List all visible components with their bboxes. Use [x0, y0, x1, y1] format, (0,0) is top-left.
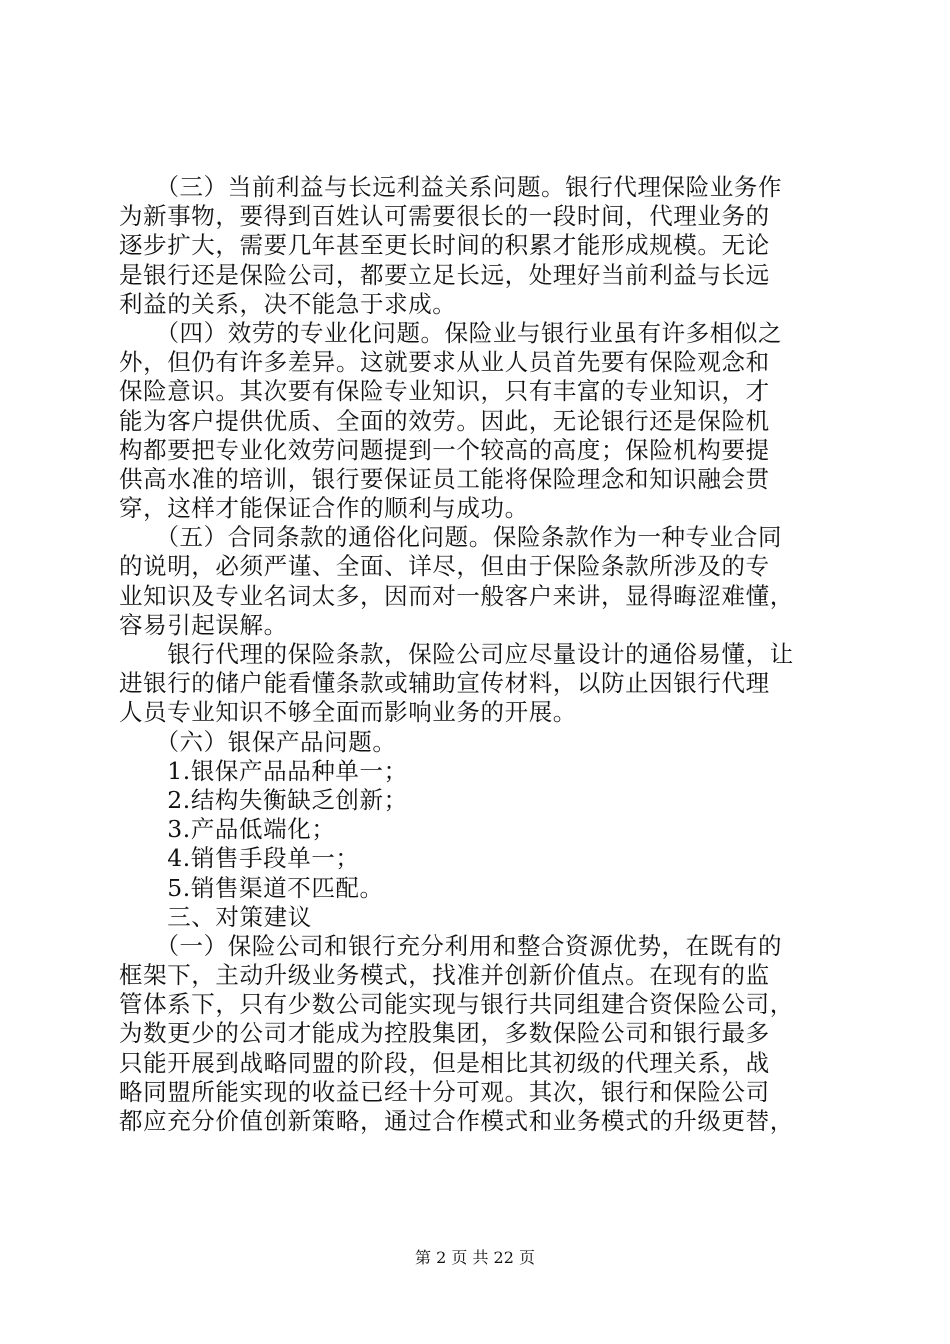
text-line: 业知识及专业名词太多，因而对一般客户来讲，显得晦涩难懂，	[119, 581, 794, 610]
text-line: 构都要把专业化效劳问题提到一个较高的高度；保险机构要提	[119, 435, 770, 464]
list-item: 1.银保产品品种单一；	[119, 756, 408, 785]
text-line: 穿，这样才能保证合作的顺利与成功。	[119, 494, 529, 523]
text-line: 是银行还是保险公司，都要立足长远，处理好当前利益与长远	[119, 260, 770, 289]
text-line: 为数更少的公司才能成为控股集团，多数保险公司和银行最多	[119, 1019, 770, 1048]
text-line: 供高水准的培训，银行要保证员工能将保险理念和知识融会贯	[119, 464, 770, 493]
text-line: 框架下，主动升级业务模式，找准并创新价值点。在现有的监	[119, 961, 770, 990]
text-line: 容易引起误解。	[119, 610, 288, 639]
text-line: （六）银保产品问题。	[119, 727, 397, 756]
text-line: 的说明，必须严谨、全面、详尽，但由于保险条款所涉及的专	[119, 552, 770, 581]
list-item: 4.销售手段单一；	[119, 844, 360, 873]
page-footer: 第 2 页 共 22 页	[415, 1248, 535, 1267]
text-line: 能为客户提供优质、全面的效劳。因此，无论银行还是保险机	[119, 406, 770, 435]
text-line: 保险意识。其次要有保险专业知识，只有丰富的专业知识，才	[119, 377, 770, 406]
text-line: （五）合同条款的通俗化问题。保险条款作为一种专业合同	[119, 523, 783, 552]
body-text	[119, 173, 834, 1136]
text-line: 外，但仍有许多差异。这就要求从业人员首先要有保险观念和	[119, 348, 770, 377]
text-line: 管体系下，只有少数公司能实现与银行共同组建合资保险公司，	[119, 990, 794, 1019]
text-line: （一）保险公司和银行充分利用和整合资源优势，在既有的	[119, 931, 783, 960]
section-heading: 三、对策建议	[119, 902, 312, 931]
text-line: 略同盟所能实现的收益已经十分可观。其次，银行和保险公司	[119, 1077, 770, 1106]
text-line: 为新事物，要得到百姓认可需要很长的一段时间，代理业务的	[119, 202, 770, 231]
text-line: 人员专业知识不够全面而影响业务的开展。	[119, 698, 577, 727]
text-line: 逐步扩大，需要几年甚至更长时间的积累才能形成规模。无论	[119, 231, 770, 260]
text-line: （四）效劳的专业化问题。保险业与银行业虽有许多相似之	[119, 318, 783, 347]
text-line: （三）当前利益与长远利益关系问题。银行代理保险业务作	[119, 173, 783, 201]
text-line: 只能开展到战略同盟的阶段，但是相比其初级的代理关系，战	[119, 1048, 770, 1077]
text-line: 都应充分价值创新策略，通过合作模式和业务模式的升级更替，	[119, 1107, 794, 1135]
text-line: 利益的关系，决不能急于求成。	[119, 289, 457, 318]
text-line: 进银行的储户能看懂条款或辅助宣传材料，以防止因银行代理	[119, 669, 770, 698]
list-item: 2.结构失衡缺乏创新；	[119, 785, 408, 814]
list-item: 5.销售渠道不匹配。	[119, 873, 384, 902]
text-line: 银行代理的保险条款，保险公司应尽量设计的通俗易懂，让	[119, 640, 794, 668]
list-item: 3.产品低端化；	[119, 815, 336, 844]
